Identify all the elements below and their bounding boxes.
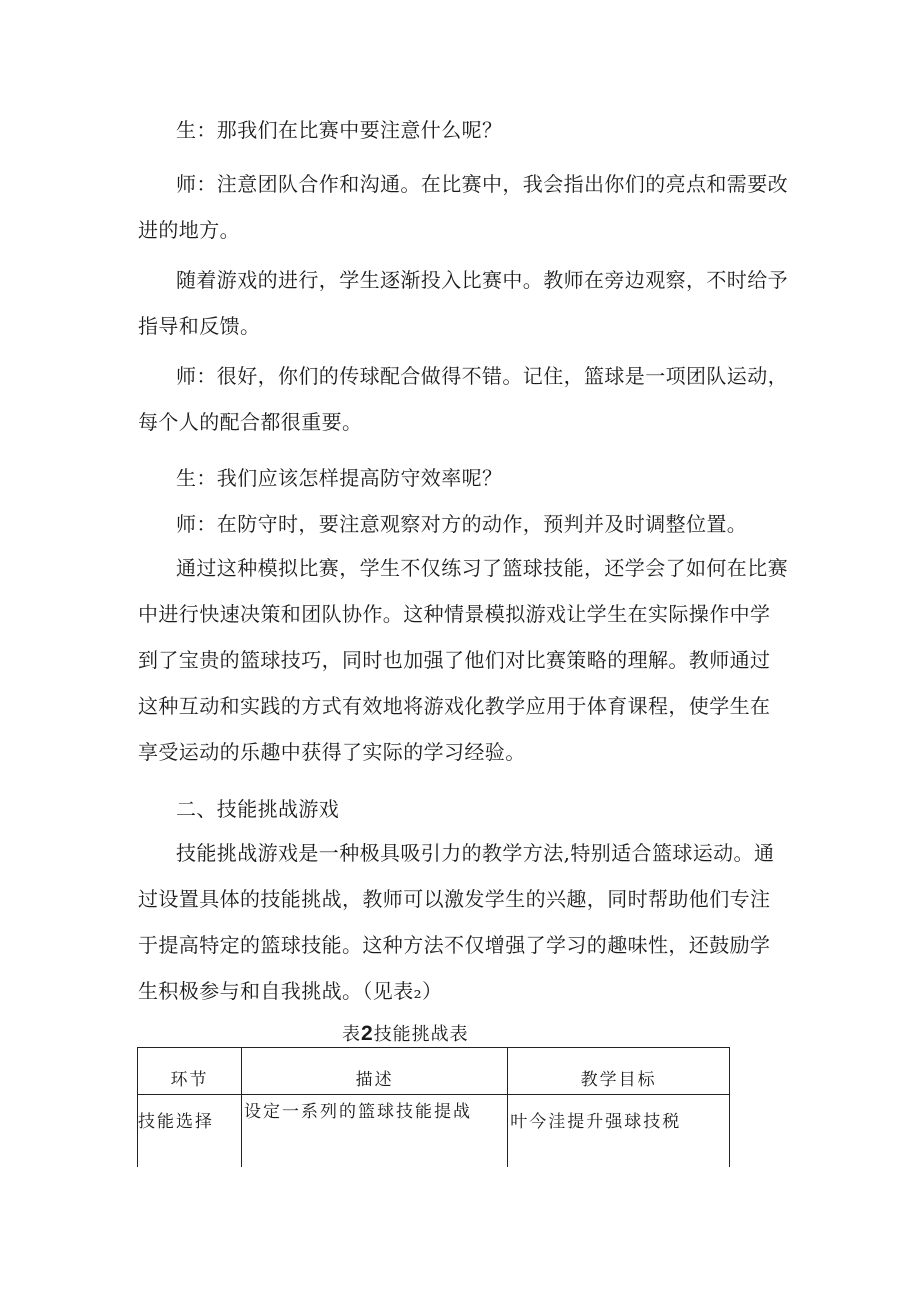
table-header-cell: 环节 xyxy=(138,1048,242,1095)
table-header-row xyxy=(138,1048,730,1095)
table-cell: 叶今洼提升强球技税 xyxy=(508,1095,730,1168)
narration-paragraph-1: 随着游戏的进行，学生逐渐投入比赛中。教师在旁边观察，不时给予指导和反馈。 xyxy=(138,268,788,338)
table-header-cell: 教学目标 xyxy=(508,1048,730,1095)
intro-paragraph: 技能挑战游戏是一种极具吸引力的教学方法,特别适合篮球运动。通过设置具体的技能挑战，教师可以激发学生的兴趣，同时帮助他们专注于提高特定的篮球技能。这种方法不仅增强了学习的趣味性，还鼓励学生积极参与和自我挑战。（见表₂） xyxy=(138,841,775,1003)
table-caption xyxy=(342,1020,469,1049)
table-cell: 设定一系列的篮球技能提战 xyxy=(242,1095,508,1168)
table-cell: 技能选择 xyxy=(138,1095,242,1168)
dialogue-student-1: 生：那我们在比赛中要注意什么呢？ xyxy=(176,118,503,142)
dialogue-teacher-1: 师：注意团队合作和沟通。在比赛中，我会指出你们的亮点和需要改进的地方。 xyxy=(138,172,788,242)
skill-challenge-table xyxy=(137,1047,730,1167)
dialogue-teacher-2: 师：很好，你们的传球配合做得不错。记住，篮球是一项团队运动，每个人的配合都很重要。 xyxy=(138,364,788,434)
table-caption-title: 技能挑战表 xyxy=(373,1024,469,1045)
summary-paragraph: 通过这种模拟比赛，学生不仅练习了篮球技能，还学会了如何在比赛中进行快速决策和团队协作。这种情景模拟游戏让学生在实际操作中学到了宝贵的篮球技巧，同时也加强了他们对比赛策略的理解。教师通过这种互动和实践的方式有效地将游戏化教学应用于体育课程，使学生在享受运动的乐趣中获得了实际的学习经验。 xyxy=(138,556,788,764)
dialogue-teacher-3: 师：在防守时，要注意观察对方的动作，预判并及时调整位置。 xyxy=(176,512,748,536)
table-caption-number: 2 xyxy=(361,1022,374,1045)
table-header-cell: 描述 xyxy=(242,1048,508,1095)
table-row xyxy=(138,1095,730,1168)
section-heading: 二、技能挑战游戏 xyxy=(176,797,340,821)
table-caption-prefix: 表 xyxy=(342,1024,361,1045)
dialogue-student-2: 生：我们应该怎样提高防守效率呢？ xyxy=(176,466,503,490)
